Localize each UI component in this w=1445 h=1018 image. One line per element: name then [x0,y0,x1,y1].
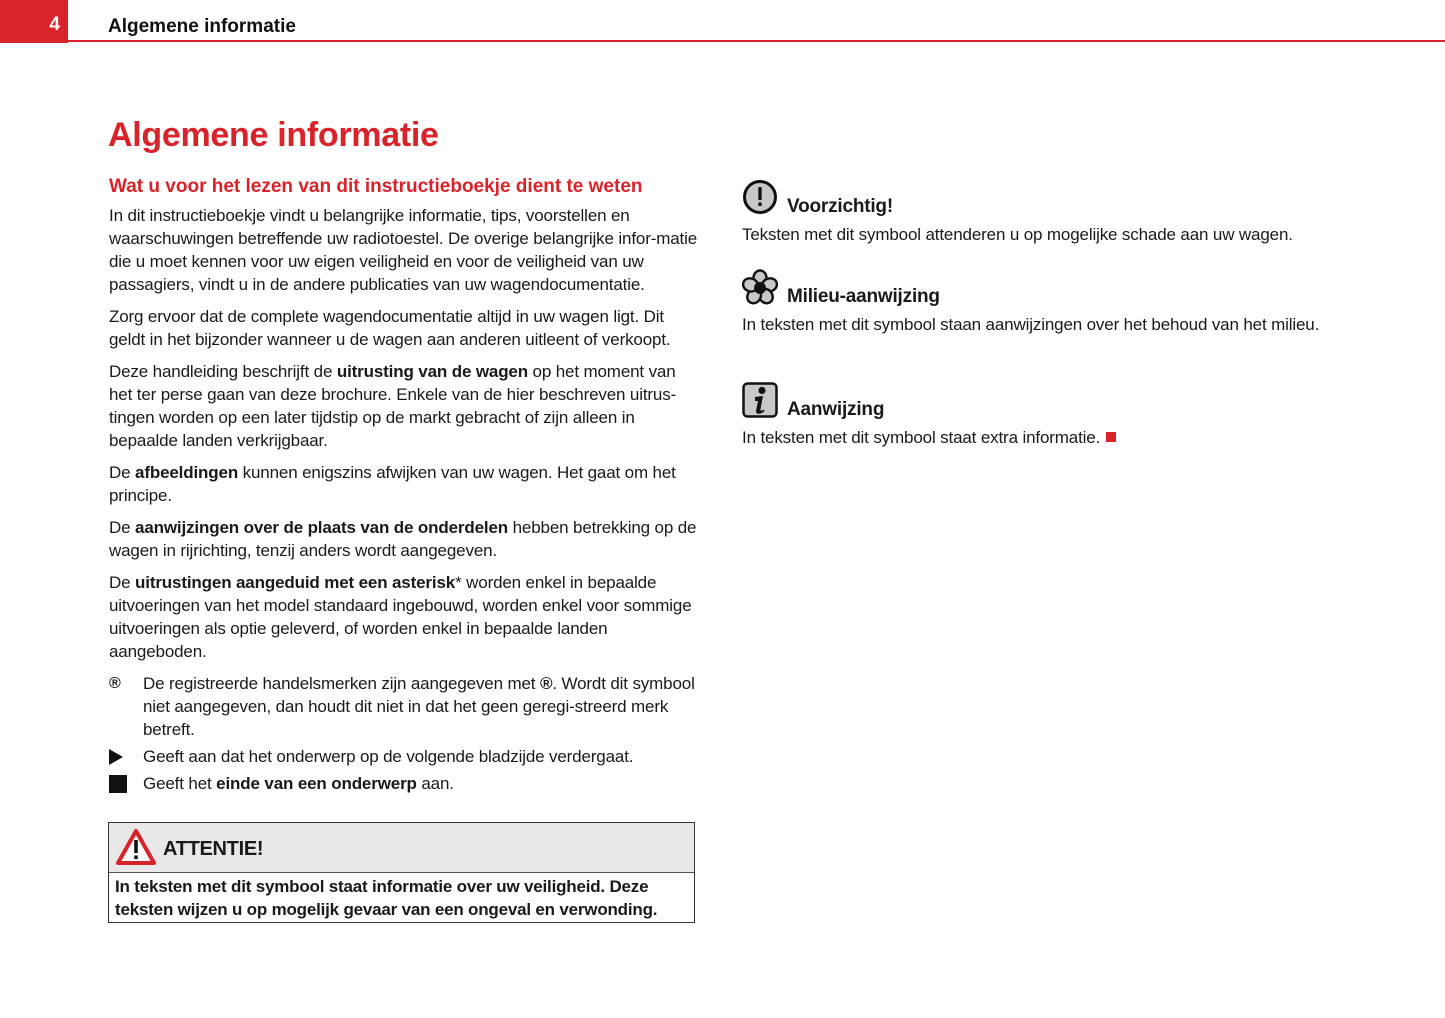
text-run: op het moment van het ter perse gaan van deze brochure. Enkele van de hier beschreven uitrus-tingen worden op een later tijdstip op de markt gebracht of zijn alleen in bepaalde landen verkrijgbaar. [109,362,677,450]
body-paragraph [109,571,699,663]
header-rule [68,40,1445,42]
attention-box [108,822,695,923]
notice-text: In teksten met dit symbool staan aanwijzingen over het behoud van het milieu. [742,315,1320,334]
notice-caution [742,179,1342,246]
warning-triangle-icon [115,828,157,866]
notice-title: Voorzichtig! [787,196,893,217]
notice-text [742,426,1342,449]
body-paragraph [109,305,699,351]
attention-label: ATTENTIE! [163,838,264,860]
text-run: De [109,463,136,482]
page-number-block [0,0,68,43]
text-run: Zorg ervoor dat de complete wagendocumentatie altijd in uw wagen ligt. Dit geldt in het bijzonder wanneer u de wagen aan anderen uitleent of verkoopt. [109,307,671,349]
notice-info [742,382,1342,449]
section-heading: Wat u voor het lezen van dit instructieboekje dient te weten [109,176,643,197]
notice-title: Aanwijzing [787,399,885,420]
bold-text: afbeeldingen [135,463,239,482]
bold-text: einde van een onderwerp [216,774,417,793]
text-run: De [109,573,136,592]
body-paragraph [109,516,699,562]
symbol-legend-item [109,772,699,795]
end-square-icon [109,772,129,795]
symbol-legend-item [109,672,699,741]
notice-title: Milieu-aanwijzing [787,286,940,307]
registered-icon: ® [109,675,121,692]
symbol-legend-list [109,672,699,795]
text-run: Geeft het [143,774,217,793]
page-header [0,0,1445,43]
bold-text: ® [539,674,553,693]
attention-header [109,823,694,873]
text-run: Geeft aan dat het onderwerp op de volgende bladzijde verdergaat. [143,747,634,766]
symbol-legend-item [109,745,699,768]
bold-text: aanwijzingen over de plaats van de onderdelen [135,518,509,537]
body-paragraph [109,204,699,296]
text-run: hebben betrekking op de wagen in rijrichting, tenzij anders wordt aangegeven. [109,518,697,560]
paragraphs [109,204,699,663]
bold-text: uitrusting van de wagen [336,362,528,381]
bold-text: uitrustingen aangeduid met een asterisk [135,573,456,592]
text-run: kunnen enigszins afwijken van uw wagen. Het gaat om het principe. [109,463,676,505]
symbol-legend-text [143,747,633,766]
notice-text-content: In teksten met dit symbool staat extra informatie. [742,428,1101,447]
page-title: Algemene informatie [108,116,439,154]
left-column [109,174,699,799]
symbol-legend-text [143,774,454,793]
running-header-title: Algemene informatie [108,16,296,37]
text-run: De registreerde handelsmerken zijn aangegeven met [143,674,540,693]
notice-text: Teksten met dit symbool attenderen u op mogelijke schade aan uw wagen. [742,225,1293,244]
text-run: . Wordt dit symbool niet aangegeven, dan houdt dit niet in dat het geen geregi-streerd merk betreft. [143,674,695,739]
text-run: In dit instructieboekje vindt u belangrijke informatie, tips, voorstellen en waarschuwingen betreffende uw radiotoestel. De overige belangrijke infor-matie die u moet kennen voor uw eigen veiligheid en voor de veiligheid van uw passagiers, vindt u in de andere publicaties van uw wagendocumentatie. [109,206,698,294]
symbol-legend-text [143,674,695,739]
text-run: * worden enkel in bepaalde uitvoeringen van het model standaard ingebouwd, worden enkel voor sommige uitvoeringen als optie geleverd, of worden enkel in bepaalde landen aangeboden. [109,573,692,661]
attention-text: In teksten met dit symbool staat informatie over uw veiligheid. Deze teksten wijzen u op mogelijk gevaar van een ongeval en verwonding. [115,877,658,919]
info-icon [742,382,778,418]
caution-circle-icon [742,179,778,215]
body-paragraph [109,461,699,507]
body-paragraph [109,360,699,452]
end-of-topic-icon [1106,432,1116,442]
environment-flower-icon [742,269,778,305]
notice-environment [742,269,1342,336]
text-run: Deze handleiding beschrijft de [109,362,337,381]
text-run: De [109,518,136,537]
text-run: aan. [416,774,454,793]
continue-triangle-icon [109,745,129,768]
page-number: 4 [49,14,60,35]
